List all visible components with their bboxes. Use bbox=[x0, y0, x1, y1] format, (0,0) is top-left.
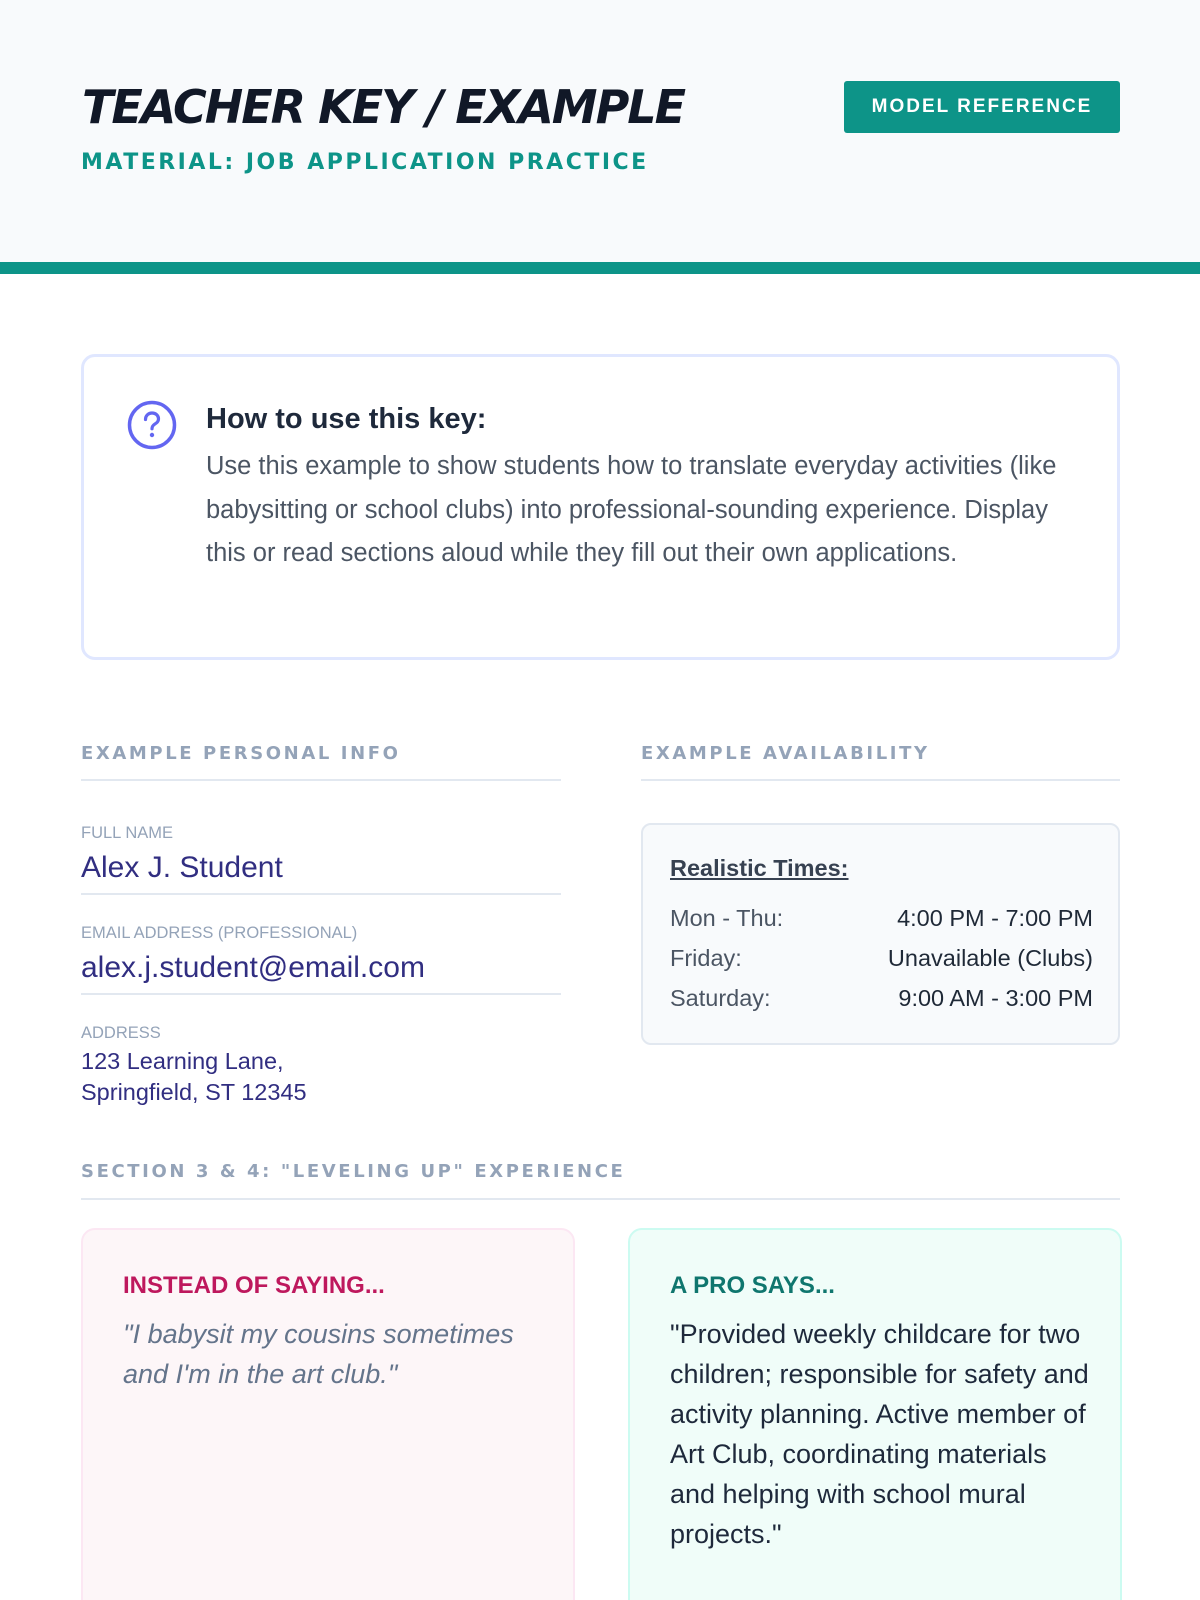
how-to-use-callout bbox=[81, 354, 1120, 660]
personal-info-divider bbox=[81, 779, 561, 781]
full-name-value: Alex J. Student bbox=[81, 851, 283, 884]
pro-says-quote: "Provided weekly childcare for two children; responsible for safety and activity planning. Active member of Art Club, coordinating materials and helping with school mural projects." bbox=[670, 1319, 1089, 1549]
address-line-1: 123 Learning Lane, bbox=[81, 1048, 284, 1074]
availability-box-title: Realistic Times: bbox=[670, 855, 849, 881]
page-title: TEACHER KEY / EXAMPLE bbox=[82, 80, 685, 134]
email-value: alex.j.student@email.com bbox=[81, 951, 425, 984]
experience-heading: SECTION 3 & 4: "LEVELING UP" EXPERIENCE bbox=[81, 1161, 626, 1182]
full-name-underline bbox=[81, 893, 561, 895]
pro-says-card bbox=[628, 1228, 1122, 1600]
availability-row bbox=[670, 905, 1093, 937]
experience-divider bbox=[81, 1198, 1120, 1200]
personal-info-heading: EXAMPLE PERSONAL INFO bbox=[81, 743, 401, 764]
availability-row bbox=[670, 945, 1093, 977]
availability-time: 4:00 PM - 7:00 PM bbox=[897, 905, 1093, 931]
how-to-title: How to use this key: bbox=[206, 403, 487, 435]
availability-heading: EXAMPLE AVAILABILITY bbox=[641, 743, 930, 764]
how-to-body: Use this example to show students how to translate everyday activities (like babysitting or school clubs) into professional-sounding experience. Display this or read sections aloud while they fill out their own applications. bbox=[206, 452, 1057, 567]
availability-day: Mon - Thu: bbox=[670, 905, 784, 931]
email-label: EMAIL ADDRESS (PROFESSIONAL) bbox=[81, 924, 358, 942]
model-reference-badge: MODEL REFERENCE bbox=[844, 81, 1120, 133]
page-subtitle: MATERIAL: JOB APPLICATION PRACTICE bbox=[81, 150, 649, 175]
page-header bbox=[0, 0, 1200, 262]
instead-of-saying-card bbox=[81, 1228, 575, 1600]
availability-day: Friday: bbox=[670, 945, 742, 971]
address-label: ADDRESS bbox=[81, 1024, 161, 1042]
availability-box bbox=[641, 823, 1120, 1045]
instead-of-saying-label: INSTEAD OF SAYING... bbox=[123, 1272, 385, 1299]
email-underline bbox=[81, 993, 561, 995]
availability-day: Saturday: bbox=[670, 985, 771, 1011]
full-name-label: FULL NAME bbox=[81, 824, 173, 842]
address-line-2: Springfield, ST 12345 bbox=[81, 1079, 307, 1105]
question-circle-icon bbox=[127, 400, 177, 450]
availability-time: 9:00 AM - 3:00 PM bbox=[898, 985, 1093, 1011]
pro-says-label: A PRO SAYS... bbox=[670, 1272, 835, 1299]
instead-of-saying-quote: "I babysit my cousins sometimes and I'm in the art club." bbox=[123, 1319, 514, 1389]
availability-divider bbox=[641, 779, 1120, 781]
availability-row bbox=[670, 985, 1093, 1017]
availability-time: Unavailable (Clubs) bbox=[887, 945, 1093, 971]
header-accent-bar bbox=[0, 262, 1200, 274]
